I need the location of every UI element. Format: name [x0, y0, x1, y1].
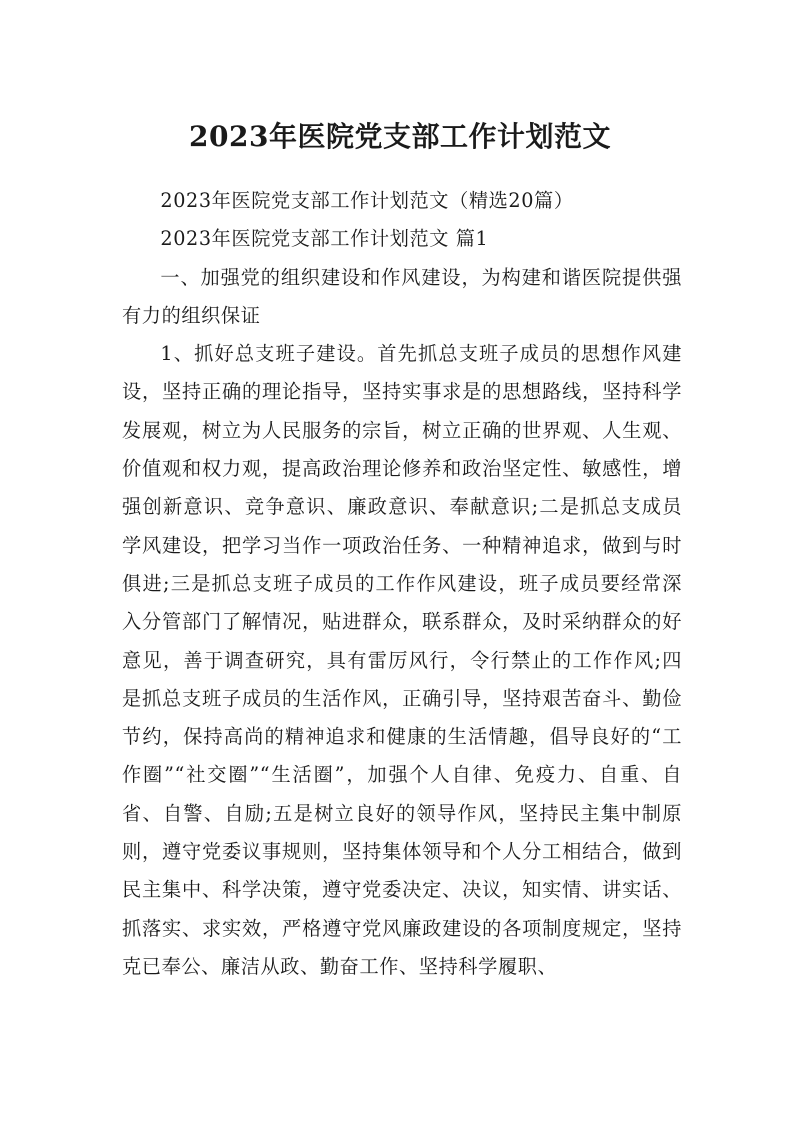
section-heading: 2023年医院党支部工作计划范文 篇1 [160, 227, 489, 251]
document-title: 2023年医院党支部工作计划范文 [189, 119, 611, 153]
body-paragraph: 1、抓好总支班子建设。首先抓总支班子成员的思想作风建设，坚持正确的理论指导，坚持实事求是的思想路线，坚持科学发展观，树立为人民服务的宗旨，树立正确的世界观、人生观、价值观和权力观，提高政治理论修养和政治坚定性、敏感性，增强创新意识、竞争意识、廉政意识、奉献意识;二是抓总支成员学风建设，把学习当作一项政治任务、一种精神追求，做到与时俱进;三是抓总支班子成员的工作作风建设，班子成员要经常深入分管部门了解情况，贴进群众，联系群众，及时采纳群众的好意见，善于调查研究，具有雷厉风行，令行禁止的工作作风;四是抓总支班子成员的生活作风，正确引导，坚持艰苦奋斗、勤俭节约，保持高尚的精神追求和健康的生活情趣，倡导良好的“工作圈”“社交圈”“生活圈”，加强个人自律、免疫力、自重、自省、自警、自励;五是树立良好的领导作风，坚持民主集中制原则，遵守党委议事规则，坚持集体领导和个人分工相结合，做到民主集中、科学决策，遵守党委决定、决议，知实情、讲实话、抓落实、求实效，严格遵守党风廉政建设的各项制度规定，坚持克已奉公、廉洁从政、勤奋工作、坚持科学履职、 [122, 342, 682, 978]
document-body [122, 182, 682, 986]
point-heading: 一、加强党的组织建设和作风建设，为构建和谐医院提供强有力的组织保证 [122, 265, 682, 327]
subtitle-paragraph: 2023年医院党支部工作计划范文（精选20篇） [160, 189, 574, 212]
